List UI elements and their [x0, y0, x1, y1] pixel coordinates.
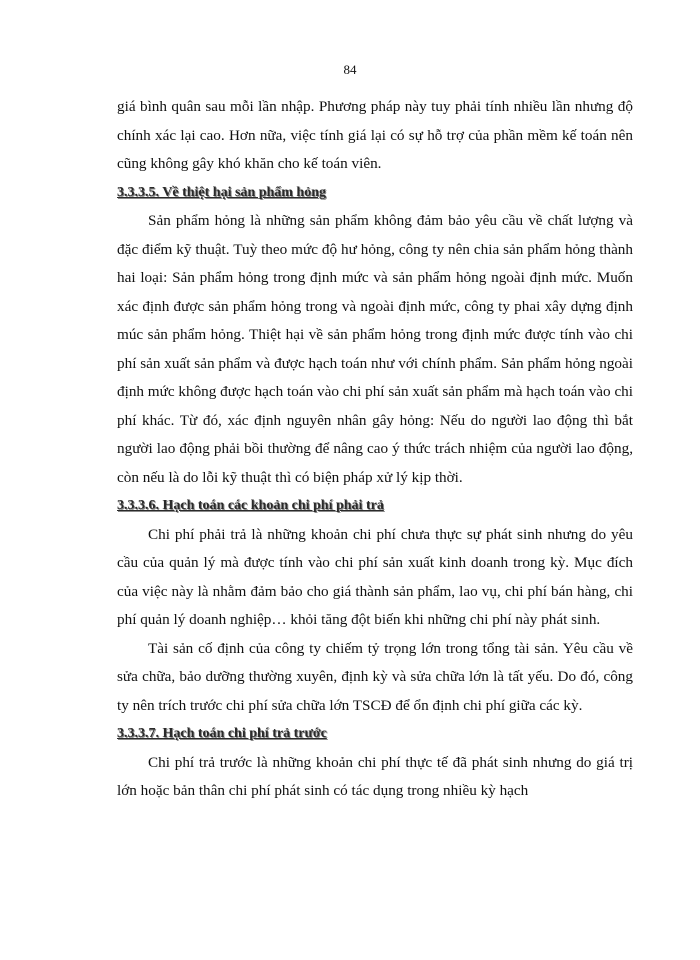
heading-3-3-3-7: 3.3.3.7. Hạch toán chi phí trả trước [117, 726, 327, 741]
heading-3-3-3-6: 3.3.3.6. Hạch toán các khoản chi phí phải trả [117, 498, 384, 513]
page-number: 84 [343, 62, 357, 77]
paragraph-prepaid-expenses: Chi phí trả trước là những khoản chi phí thực tế đã phát sinh nhưng do giá trị lớn hoặc bản thân chi phí phát sinh có tác dụng trong nhiều kỳ hạch [117, 753, 633, 799]
paragraph-intro: giá bình quân sau mỗi lần nhập. Phương pháp này tuy phải tính nhiều lần nhưng độ chính xác lại cao. Hơn nữa, việc tính giá lại có sự hỗ trợ của phần mềm kế toán nên cũng không gây khó khăn cho kế toán viên. [117, 98, 633, 172]
heading-3-3-3-5: 3.3.3.5. Về thiệt hại sản phẩm hỏng [117, 184, 327, 200]
paragraph-fixed-assets: Tài sản cố định của công ty chiếm tỷ trọng lớn trong tổng tài sản. Yêu cầu về sửa chữa, bảo dưỡng thường xuyên, định kỳ và sửa chữa lớn là tất yếu. Do đó, công ty nên trích trước chi phí sửa chữa lớn TSCĐ để ổn định chi phí giữa các kỳ. [117, 639, 633, 714]
paragraph-accrued-expenses: Chi phí phải trả là những khoản chi phí chưa thực sự phát sinh nhưng do yêu cầu của quản lý mà được tính vào chi phí sản xuất kinh doanh trong kỳ. Mục đích của việc này là nhằm đảm bảo cho giá thành sản phẩm, lao vụ, chi phí bán hàng, chi phí quản lý doanh nghiệp… khỏi tăng đột biến khi những chi phí này phát sinh. [117, 525, 633, 628]
paragraph-defective-products: Sản phẩm hỏng là những sản phẩm không đảm bảo yêu cầu về chất lượng và đặc điểm kỹ thuật. Tuỳ theo mức độ hư hỏng, công ty nên chia sản phẩm hỏng thành hai loại: Sản phẩm hỏng trong định mức và sản phẩm hỏng ngoài định mức. Muốn xác định được sản phẩm hỏng trong và ngoài định mức, công ty phai xây dựng định múc sản phẩm hỏng. Thiệt hại về sản phẩm hỏng trong định mức được tính vào chi phí sản xuất sản phẩm và được hạch toán như với chính phẩm. Sản phẩm hỏng ngoài định mức không được hạch toán vào chi phí sản xuất sản phẩm mà hạch toán vào chi phí khác. Từ đó, xác định nguyên nhân gây hỏng: Nếu do người lao động thì bắt người lao động phải bồi thường để nâng cao ý thức trách nhiệm của người lao động, còn nếu là do lỗi kỹ thuật thì có biện pháp xử lý kịp thời. [117, 212, 633, 486]
document-body [117, 93, 633, 806]
